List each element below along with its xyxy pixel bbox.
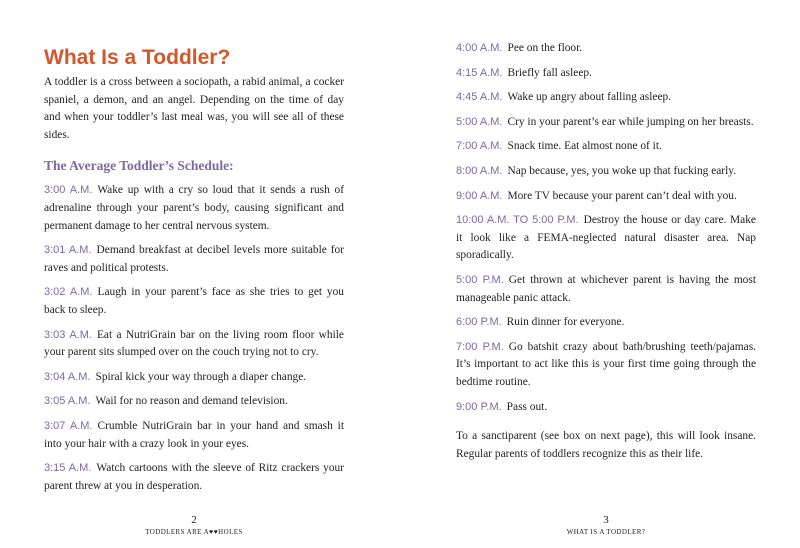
entry-time: 3:02 A.M. xyxy=(44,286,93,299)
schedule-entry xyxy=(456,89,756,107)
page-number: 3 xyxy=(603,514,609,527)
entry-time: 9:00 A.M. xyxy=(456,189,503,202)
schedule-entry xyxy=(44,369,344,387)
entry-text: Get thrown at whichever parent is having the most manageable panic attack. xyxy=(456,273,756,304)
entry-time: 3:07 A.M. xyxy=(44,419,93,432)
schedule-entry xyxy=(44,327,344,362)
entry-text: Watch cartoons with the sleeve of Ritz crackers your parent threw at you in desperation. xyxy=(44,462,345,492)
schedule-list-right xyxy=(456,40,756,416)
entry-text: Cry in your parent’s ear while jumping on her breasts. xyxy=(507,115,754,128)
entry-time: 7:00 P.M. xyxy=(456,340,504,353)
intro-paragraph: A toddler is a cross between a sociopath, a rabid animal, a cocker spaniel, a demon, and an angel. Depending on the time of day and when your toddler’s last meal was, you will see all of these sides. xyxy=(44,76,344,141)
entry-time: 5:00 A.M. xyxy=(456,115,503,128)
right-page xyxy=(400,0,800,548)
entry-time: 9:00 P.M. xyxy=(456,400,502,413)
entry-text: Crumble NutriGrain bar in your hand and smash it into your hair with a crazy look in your eyes. xyxy=(44,419,344,450)
schedule-entry xyxy=(44,460,344,495)
left-column xyxy=(44,44,344,502)
closing-paragraph: To a sanctiparent (see box on next page), this will look insane. Regular parents of toddlers recognize this as their life. xyxy=(456,430,756,460)
entry-text: Wake up with a cry so loud that it sends a rush of adrenaline through your parent’s body, causing significant and permanent damage to her central nervous system. xyxy=(44,184,344,232)
schedule-entry xyxy=(456,339,756,392)
schedule-entry xyxy=(456,188,756,206)
running-head: TODDLERS ARE A♥♥HOLES xyxy=(145,528,243,537)
schedule-entry xyxy=(44,242,344,277)
entry-text: Snack time. Eat almost none of it. xyxy=(507,140,662,153)
entry-time: 3:05 A.M. xyxy=(44,395,91,408)
schedule-entry xyxy=(456,272,756,307)
schedule-entry xyxy=(456,40,756,58)
schedule-list-left xyxy=(44,182,344,495)
schedule-entry xyxy=(456,314,756,332)
schedule-entry xyxy=(456,399,756,417)
entry-time: 3:00 A.M. xyxy=(44,184,93,197)
entry-text: Pee on the floor. xyxy=(507,42,583,54)
entry-text: Destroy the house or day care. Make it look like a FEMA-neglected natural disaster area. Nap sporadically. xyxy=(456,214,756,262)
entry-time: 5:00 P.M. xyxy=(456,273,504,286)
entry-time: 6:00 P.M. xyxy=(456,316,502,329)
entry-text: Wake up angry about falling asleep. xyxy=(507,91,672,104)
entry-text: Ruin dinner for everyone. xyxy=(506,316,625,329)
schedule-entry xyxy=(44,418,344,453)
schedule-entry xyxy=(456,114,756,132)
entry-time: 4:45 A.M. xyxy=(456,91,503,104)
page-title: What Is a Toddler? xyxy=(44,46,231,69)
entry-text: Wail for no reason and demand television. xyxy=(95,395,288,408)
schedule-entry xyxy=(456,138,756,156)
running-head: WHAT IS A TODDLER? xyxy=(566,528,646,537)
schedule-entry xyxy=(456,163,756,181)
schedule-entry xyxy=(456,212,756,265)
entry-time: 3:03 A.M. xyxy=(44,328,92,341)
entry-time: 3:15 A.M. xyxy=(44,462,92,475)
entry-text: More TV because your parent can’t deal with you. xyxy=(507,189,737,202)
entry-time: 4:15 A.M. xyxy=(456,66,503,79)
schedule-entry xyxy=(456,65,756,83)
entry-text: Spiral kick your way through a diaper change. xyxy=(95,370,307,383)
entry-text: Briefly fall asleep. xyxy=(507,66,592,79)
entry-time: 10:00 A.M. TO 5:00 P.M. xyxy=(456,214,579,227)
right-column xyxy=(456,40,756,463)
entry-time: 4:00 A.M. xyxy=(456,42,503,54)
schedule-entry xyxy=(44,393,344,411)
entry-text: Pass out. xyxy=(506,400,548,413)
entry-time: 3:01 A.M. xyxy=(44,244,92,257)
entry-time: 3:04 A.M. xyxy=(44,370,91,383)
entry-time: 7:00 A.M. xyxy=(456,140,503,153)
entry-text: Eat a NutriGrain bar on the living room floor while your parent sits slumped over on the couch trying not to cry. xyxy=(44,328,344,359)
entry-text: Go batshit crazy about bath/brushing teeth/pajamas. It’s important to act like this is your first time going through the bedtime routine. xyxy=(456,340,756,388)
entry-text: Nap because, yes, you woke up that fucking early. xyxy=(507,164,737,177)
entry-text: Demand breakfast at decibel levels more suitable for raves and political protests. xyxy=(44,244,344,274)
page-number: 2 xyxy=(191,514,197,527)
schedule-entry xyxy=(44,284,344,319)
entry-text: Laugh in your parent’s face as she tries to get you back to sleep. xyxy=(44,286,344,316)
schedule-entry xyxy=(44,182,344,235)
schedule-heading: The Average Toddler’s Schedule: xyxy=(44,158,234,174)
entry-time: 8:00 A.M. xyxy=(456,164,503,177)
